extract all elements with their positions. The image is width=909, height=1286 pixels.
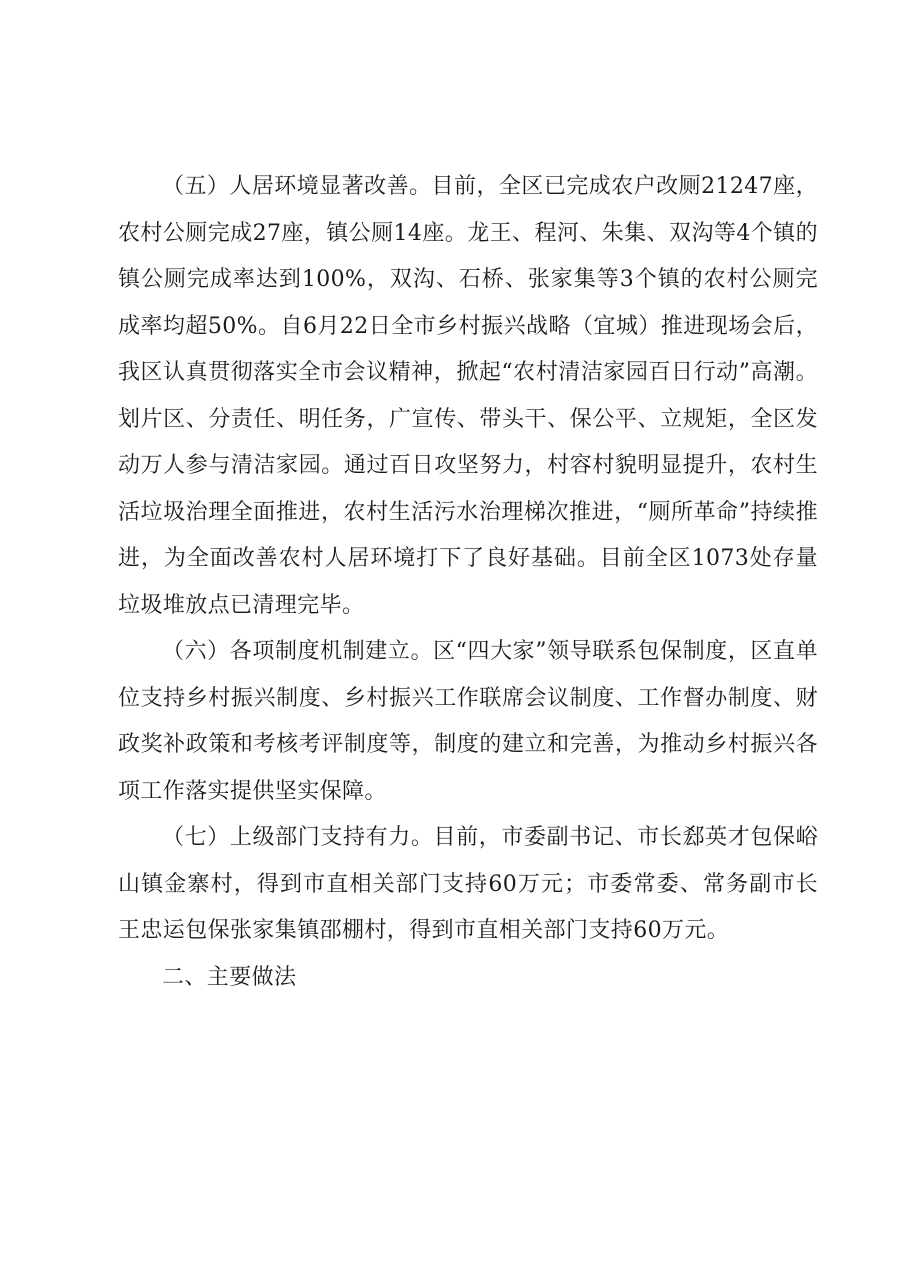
document-body [118, 164, 818, 1001]
paragraph-environment: （五）人居环境显著改善。目前，全区已完成农户改厕21247座，农村公厕完成27座，镇公厕14座。龙王、程河、朱集、双沟等4个镇的镇公厕完成率达到100%，双沟、石桥、张家集等3个镇的农村公厕完成率均超50%。自6月22日全市乡村振兴战略（宜城）推进现场会后，我区认真贯彻落实全市会议精神，掀起“农村清洁家园百日行动”高潮。划片区、分责任、明任务，广宣传、带头干、保公平、立规矩，全区发动万人参与清洁家园。通过百日攻坚努力，村容村貌明显提升，农村生活垃圾治理全面推进，农村生活污水治理梯次推进，“厕所革命”持续推进，为全面改善农村人居环境打下了良好基础。目前全区1073处存量垃圾堆放点已清理完毕。 [118, 174, 818, 618]
paragraph-support: （七）上级部门支持有力。目前，市委副书记、市长郄英才包保峪山镇金寨村，得到市直相关部门支持60万元；市委常委、常务副市长王忠运包保张家集镇邵棚村，得到市直相关部门支持60万元。 [118, 825, 818, 943]
section-heading: 二、主要做法 [162, 964, 297, 990]
paragraph-institutions: （六）各项制度机制建立。区“四大家”领导联系包保制度，区直单位支持乡村振兴制度、乡村振兴工作联席会议制度、工作督办制度、财政奖补政策和考核考评制度等，制度的建立和完善，为推动乡村振兴各项工作落实提供坚实保障。 [118, 639, 818, 804]
